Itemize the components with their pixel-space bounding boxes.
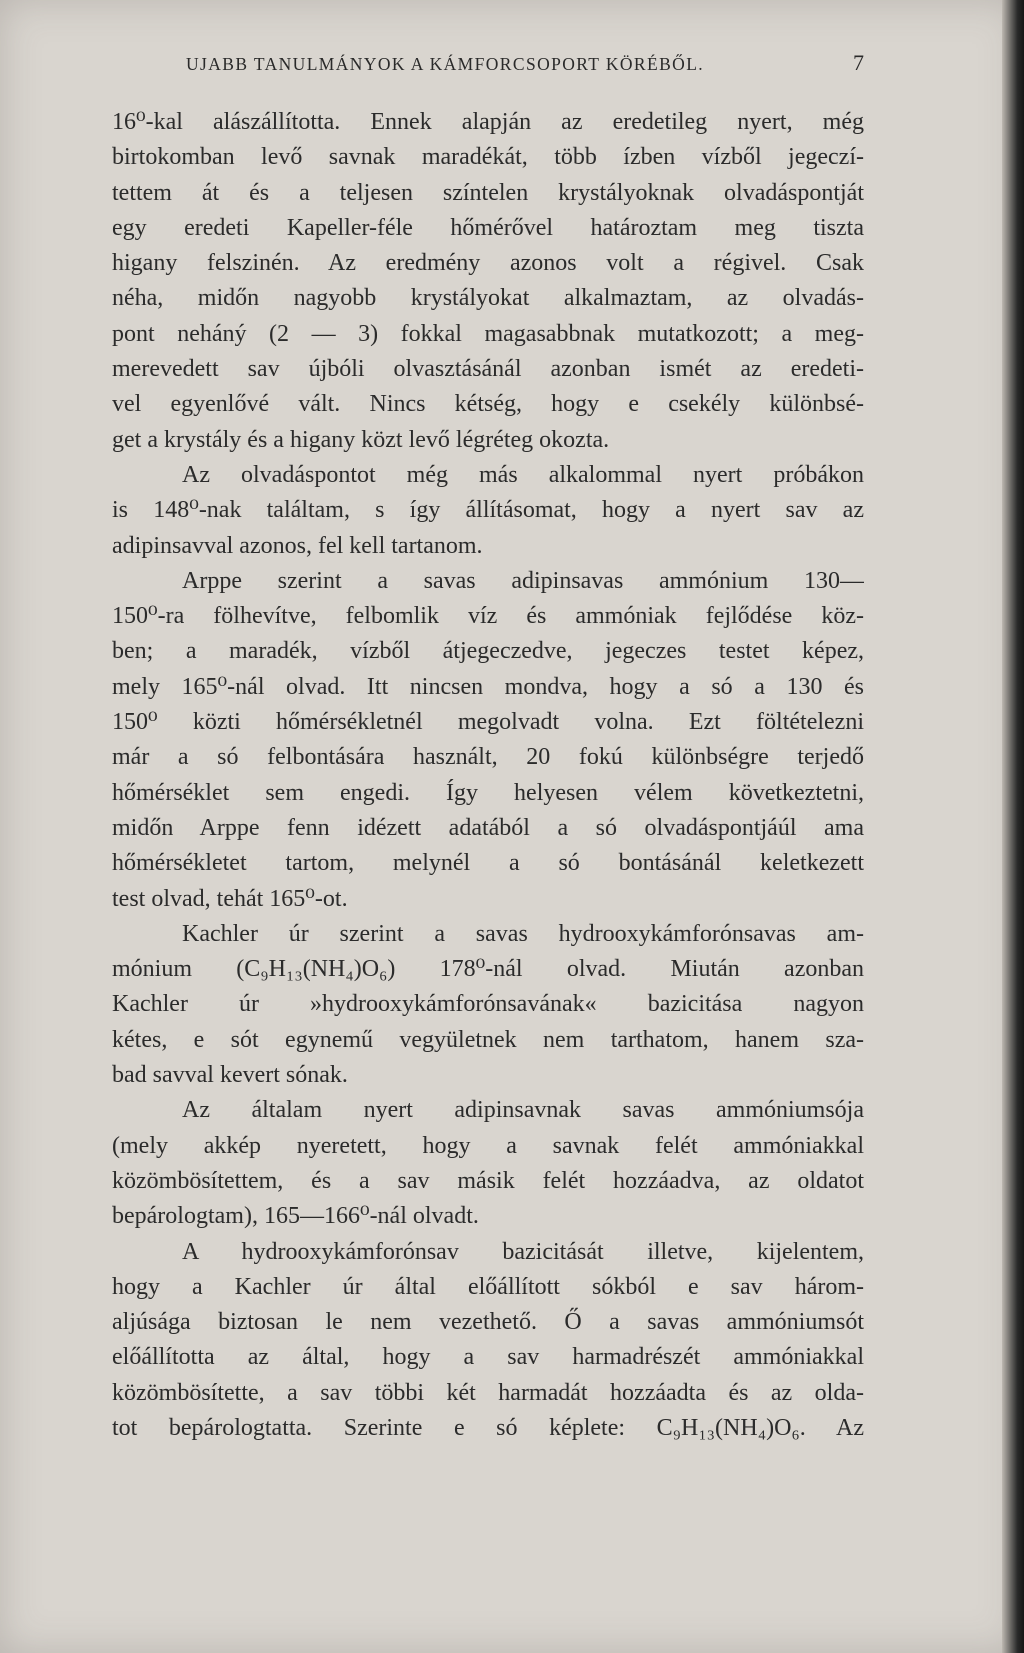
text-line: higany felszinén. Az eredmény azonos volt a régivel. Csak (112, 250, 864, 277)
text-line: mónium (C₉H₁₃(NH₄)O₆) 178⁰-nál olvad. Miután azonban (112, 956, 864, 983)
text-line: már a só felbontására használt, 20 fokú különbségre terjedő (112, 744, 864, 771)
text-line: Arppe szerint a savas adipinsavas ammónium 130— (182, 567, 864, 594)
text-line: Az olvadáspontot még más alkalommal nyert próbákon (182, 461, 864, 488)
text-line: bad savval kevert sónak. (112, 1062, 348, 1089)
text-line: adipinsavval azonos, fel kell tartanom. (112, 532, 483, 559)
text-line: Kachler úr szerint a savas hydrooxykámforónsavas am- (182, 920, 864, 947)
text-line: aljúsága biztosan le nem vezethető. Ő a savas ammóniumsót (112, 1309, 864, 1336)
text-line: pont neháný (2 — 3) fokkal magasabbnak mutatkozott; a meg- (112, 320, 864, 347)
scan-edge (1002, 0, 1024, 1653)
text-line: néha, midőn nagyobb krystályokat alkalmaztam, az olvadás- (112, 285, 864, 312)
text-line: tot bepárologtatta. Szerinte e só képlete: C₉H₁₃(NH₄)O₆. Az (112, 1414, 864, 1441)
text-line: kétes, e sót egynemű vegyületnek nem tarthatom, hanem sza- (112, 1026, 864, 1053)
text-line: egy eredeti Kapeller-féle hőmérővel határoztam meg tiszta (112, 214, 864, 241)
text-line: hőmérséklet sem engedi. Így helyesen vélem következtetni, (112, 779, 864, 806)
text-line: birtokomban levő savnak maradékát, több ízben vízből jegeczí- (112, 144, 864, 171)
text-line: előállította az által, hogy a sav harmadrészét ammóniakkal (112, 1344, 864, 1371)
text-line: hogy a Kachler úr által előállított sókból e sav három- (112, 1273, 864, 1300)
text-line: merevedett sav újbóli olvasztásánál azonban ismét az eredeti- (112, 356, 864, 383)
text-line: közömbösítette, a sav többi két harmadát hozzáadta és az olda- (112, 1379, 864, 1406)
page-number: 7 (853, 50, 864, 75)
text-line: vel egyenlővé vált. Nincs kétség, hogy e csekély különbsé- (112, 391, 864, 418)
text-line: közömbösítettem, és a sav másik felét hozzáadva, az oldatot (112, 1167, 864, 1194)
text-line: (mely akkép nyeretett, hogy a savnak felét ammóniakkal (112, 1132, 864, 1159)
text-line: tettem át és a teljesen színtelen krystályoknak olvadáspontját (112, 179, 864, 206)
text-line: Kachler úr »hydrooxykámforónsavának« bazicitása nagyon (112, 991, 864, 1018)
text-line: Az általam nyert adipinsavnak savas ammóniumsója (182, 1097, 864, 1124)
header-title: UJABB TANULMÁNYOK A KÁMFORCSOPORT KÖRÉBŐL. (186, 54, 705, 74)
text-line: is 148⁰-nak találtam, s így állításomat, hogy a nyert sav az (112, 497, 864, 524)
text-line: test olvad, tehát 165⁰-ot. (112, 885, 348, 912)
running-header (110, 50, 870, 80)
text-line: hőmérsékletet tartom, melynél a só bontásánál keletkezett (112, 850, 864, 877)
text-line: ben; a maradék, vízből átjegeczedve, jegeczes testet képez, (112, 638, 864, 665)
text-line: 150⁰-ra fölhevítve, felbomlik víz és ammóniak fejlődése köz- (112, 603, 864, 630)
text-line: 16⁰-kal alászállította. Ennek alapján az eredetileg nyert, még (112, 109, 864, 135)
text-line: 150⁰ közti hőmérsékletnél megolvadt volna. Ezt föltételezni (112, 709, 864, 736)
text-line: get a krystály és a higany közt levő légréteg okozta. (112, 426, 610, 453)
text-line: bepárologtam), 165—166⁰-nál olvadt. (112, 1203, 479, 1230)
body-text (112, 105, 864, 1446)
text-line: mely 165⁰-nál olvad. Itt nincsen mondva, hogy a só a 130 és (112, 673, 864, 700)
text-line: A hydrooxykámforónsav bazicitását illetve, kijelentem, (182, 1238, 864, 1265)
text-line: midőn Arppe fenn idézett adatából a só olvadáspontjáúl ama (112, 814, 864, 841)
